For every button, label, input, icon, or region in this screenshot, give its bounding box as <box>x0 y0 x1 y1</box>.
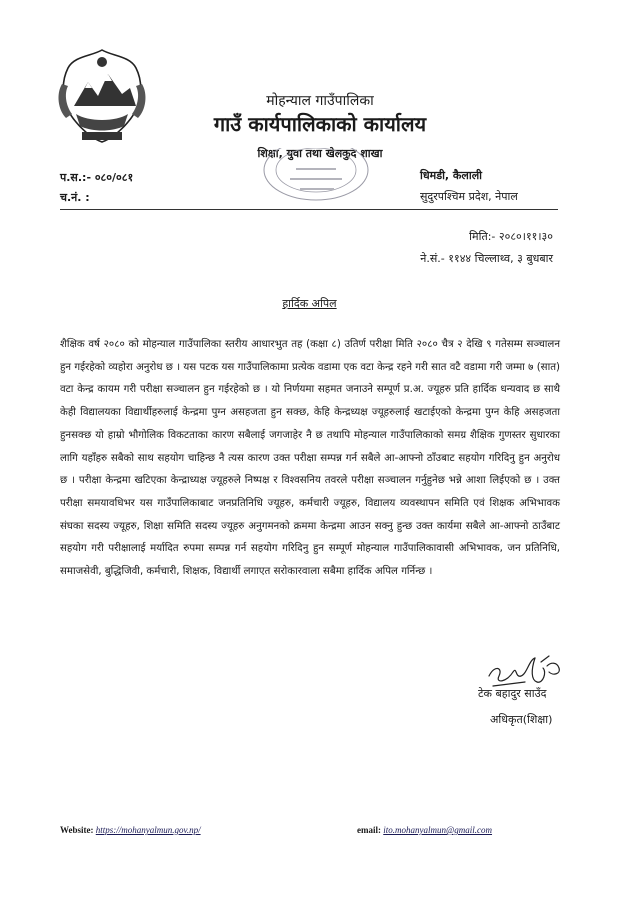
nepal-emblem-logo <box>52 44 152 148</box>
header-divider <box>60 209 558 210</box>
reference-number: प.स.:- ०८०/०८१ <box>60 171 134 184</box>
letter-title-text: हार्दिक अपिल <box>282 297 337 310</box>
signatory-title: अधिकृत(शिक्षा) <box>490 713 553 726</box>
footer-email <box>357 825 492 835</box>
website-link[interactable]: https://mohanyalmun.gov.np/ <box>95 825 201 835</box>
office-stamp <box>260 148 372 206</box>
province-country: सुदुरपश्चिम प्रदेश, नेपाल <box>420 190 518 203</box>
footer-website <box>60 825 201 835</box>
signatory-name: टेक बहादुर साउँद <box>478 687 547 700</box>
org-name: मोहन्याल गाउँपालिका <box>266 93 374 109</box>
dispatch-number: च.नं. : <box>60 191 90 204</box>
letter-title <box>0 296 619 311</box>
nepal-sambat-date: ने.सं.- ११४४ चिल्लाथ्व, ३ बुधबार <box>420 252 553 265</box>
office-name: गाउँ कार्यपालिकाको कार्यालय <box>213 112 427 136</box>
website-label: Website: <box>60 825 94 835</box>
email-label: email: <box>357 825 381 835</box>
letter-body: शैक्षिक वर्ष २०८० को मोहन्याल गाउँपालिका स्तरीय आधारभुत तह (कक्षा ८) उतिर्ण परीक्षा मिति २०८० चैत्र २ देखि ९ गतेसम्म सञ्चालन हुन गईरहेको व्यहोरा अनुरोध छ । यस पटक यस गाउँपालिकामा प्रत्येक वडामा एक वटा केन्द्र रहने गरी सात वटै वडामा गरी जम्मा ७ (सात) वटा केन्द्र कायम गरी परीक्षा सञ्चालन हुन गईरहेको छ । यो निर्णयमा सहमत जनाउने सम्पूर्ण प्र.अ. ज्यूहरु प्रति हार्दिक धन्यवाद छ साथै केही विद्यालयका विद्यार्थीहरुलाई केन्द्रमा पुग्न असहजता हुन सक्छ, केहि केन्द्रध्यक्ष ज्यूहरुलाई खटाईएको केन्द्रमा पुग्न केहि असहजता हुनसक्छ यो हाम्रो भौगोलिक विकटताका कारण सबैलाई जगजाहेर नै छ तथापि मोहन्याल गाउँपालिकाको समग्र शैक्षिक गुणस्तर सुधारका लागि यहाँहरु सबैको साथ सहयोग चाहिन्छ नै त्यस कारण उक्त परीक्षा सम्पन्न गर्न सबैले आ-आफ्नो ठाँउबाट सहयोग गरिदिनु हुन अनुरोध छ । परीक्षा केन्द्रमा खटिएका केन्द्राध्यक्ष ज्यूहरुले निष्पक्ष र विश्वसनिय तवरले परीक्षा सञ्चालन गर्नुहुनेछ भन्ने आशा लिईएको छ । उक्त परीक्षा समयावधिभर यस गाउँपालिकाबाट जनप्रतिनिधि ज्यूहरु, कर्मचारी ज्यूहरु, विद्यालय व्यवस्थापन समिति एवं शिक्षक अभिभावक संघका सदस्य ज्यूहरु, शिक्षा समिति सदस्य ज्यूहरु अनुगमनको क्रममा केन्द्रमा आउन सक्नु हुन्छ उक्त कार्यमा सबैले आ-आफ्नो ठाउँबाट सहयोग गरी परीक्षालाई मर्यादित रुपमा सम्पन्न गर्न सहयोग गरिदिनु हुन सम्पूर्ण मोहन्याल गाउँपालिकावासी अभिभावक, जन प्रतिनिधि, समाजसेवी, बुद्धिजिवी, कर्मचारी, शिक्षक, विद्यार्थी लगाएत सरोकारवाला सबैमा हार्दिक अपिल गर्निन्छ । <box>60 339 560 578</box>
email-link[interactable]: ito.mohanyalmun@gmail.com <box>383 825 493 835</box>
office-location: धिमडी, कैलाली <box>420 169 482 182</box>
section-name: शिक्षा, युवा तथा खेलकुद शाखा <box>257 147 383 160</box>
letter-date: मिति:- २०८०।११।३० <box>469 230 553 243</box>
